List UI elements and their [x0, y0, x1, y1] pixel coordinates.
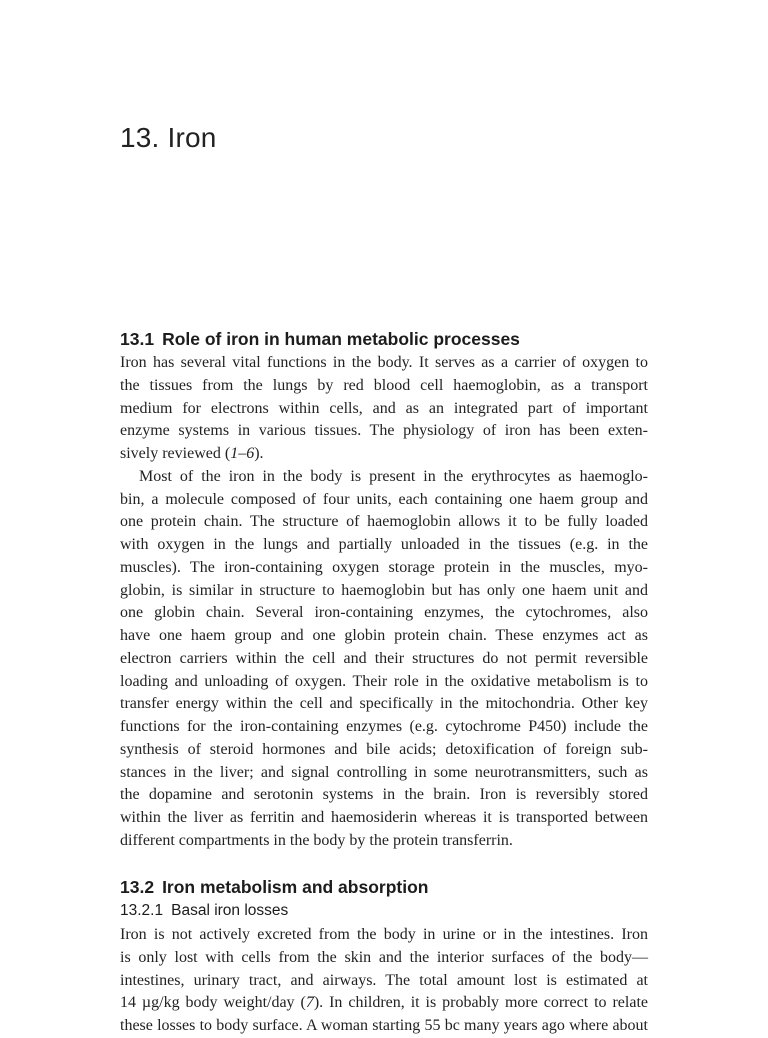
subsection-title: Basal iron losses [171, 902, 289, 919]
text-line: the dopamine and serotonin systems in the brain. Iron is reversibly stored [120, 786, 648, 804]
text-line: Iron has several vital functions in the body. It serves as a carrier of oxygen to [120, 354, 648, 371]
section-title: Role of iron in human metabolic processes [162, 329, 520, 349]
text-line: Iron is not actively excreted from the body in urine or in the intestines. Iron [120, 926, 648, 943]
text-line: stances in the liver; and signal controlling in some neurotransmitters, such as [120, 763, 648, 781]
text-line: bin, a molecule composed of four units, each containing one haem group and [120, 490, 648, 508]
citation-reference: 7 [305, 994, 314, 1012]
text-line: globin, is similar in structure to haemoglobin but has only one haem unit and [120, 581, 648, 599]
text-fragment: ). In children, it is probably more correct to relate [313, 994, 648, 1012]
text-line: within the liver as ferritin and haemosiderin whereas it is transported between [120, 809, 648, 826]
chapter-title: 13. Iron [120, 122, 217, 153]
text-line: transfer energy within the cell and specifically in the mitochondria. Other key [120, 695, 648, 713]
subsection-number: 13.2.1 [120, 902, 164, 919]
text-line: have one haem group and one globin protein chain. These enzymes act as [120, 627, 648, 644]
subsection-heading-13-2-1 [120, 901, 288, 921]
text-line: electron carriers within the cell and their structures do not permit reversible [120, 649, 648, 667]
section-13-1-body [120, 352, 648, 853]
section-heading-13-1 [120, 328, 520, 350]
text-line [120, 992, 648, 1015]
section-number: 13.2 [120, 877, 155, 897]
text-line: intestines, urinary tract, and airways. The total amount lost is estimated at [120, 971, 648, 989]
citation-reference: 1–6 [230, 445, 255, 462]
text-line: medium for electrons within cells, and as an integrated part of important [120, 399, 648, 417]
text-line: loading and unloading of oxygen. Their role in the oxidative metabolism is to [120, 672, 648, 690]
text-line: functions for the iron-containing enzymes (e.g. cytochrome P450) include the [120, 718, 648, 735]
text-line: with oxygen in the lungs and partially unloaded in the tissues (e.g. in the [120, 536, 648, 553]
text-line: different compartments in the body by the protein transferrin. [120, 831, 513, 849]
text-line: one protein chain. The structure of haemoglobin allows it to be fully loaded [120, 513, 648, 531]
text-line: is only lost with cells from the skin and the interior surfaces of the body— [120, 948, 648, 966]
text-line: enzyme systems in various tissues. The physiology of iron has been exten- [120, 422, 648, 440]
text-line: one globin chain. Several iron-containing enzymes, the cytochromes, also [120, 604, 648, 622]
text-line [120, 443, 648, 466]
section-title: Iron metabolism and absorption [162, 877, 429, 897]
text-line: the tissues from the lungs by red blood cell haemoglobin, as a transport [120, 376, 648, 394]
text-line: Most of the iron in the body is present in the erythrocytes as haemoglo- [139, 467, 648, 485]
text-fragment: 14 µg/kg body weight/day ( [120, 994, 306, 1012]
text-fragment: ). [254, 445, 264, 462]
text-line: synthesis of steroid hormones and bile acids; detoxification of foreign sub- [120, 740, 648, 758]
text-fragment: sively reviewed ( [120, 445, 231, 462]
text-line: muscles). The iron-containing oxygen storage protein in the muscles, myo- [120, 558, 648, 576]
section-number: 13.1 [120, 329, 155, 349]
section-13-2-1-body [120, 924, 648, 1038]
text-line-cut-off: these losses to body surface. A woman starting 55 bc many years ago where about [120, 1017, 648, 1034]
section-heading-13-2 [120, 876, 428, 898]
